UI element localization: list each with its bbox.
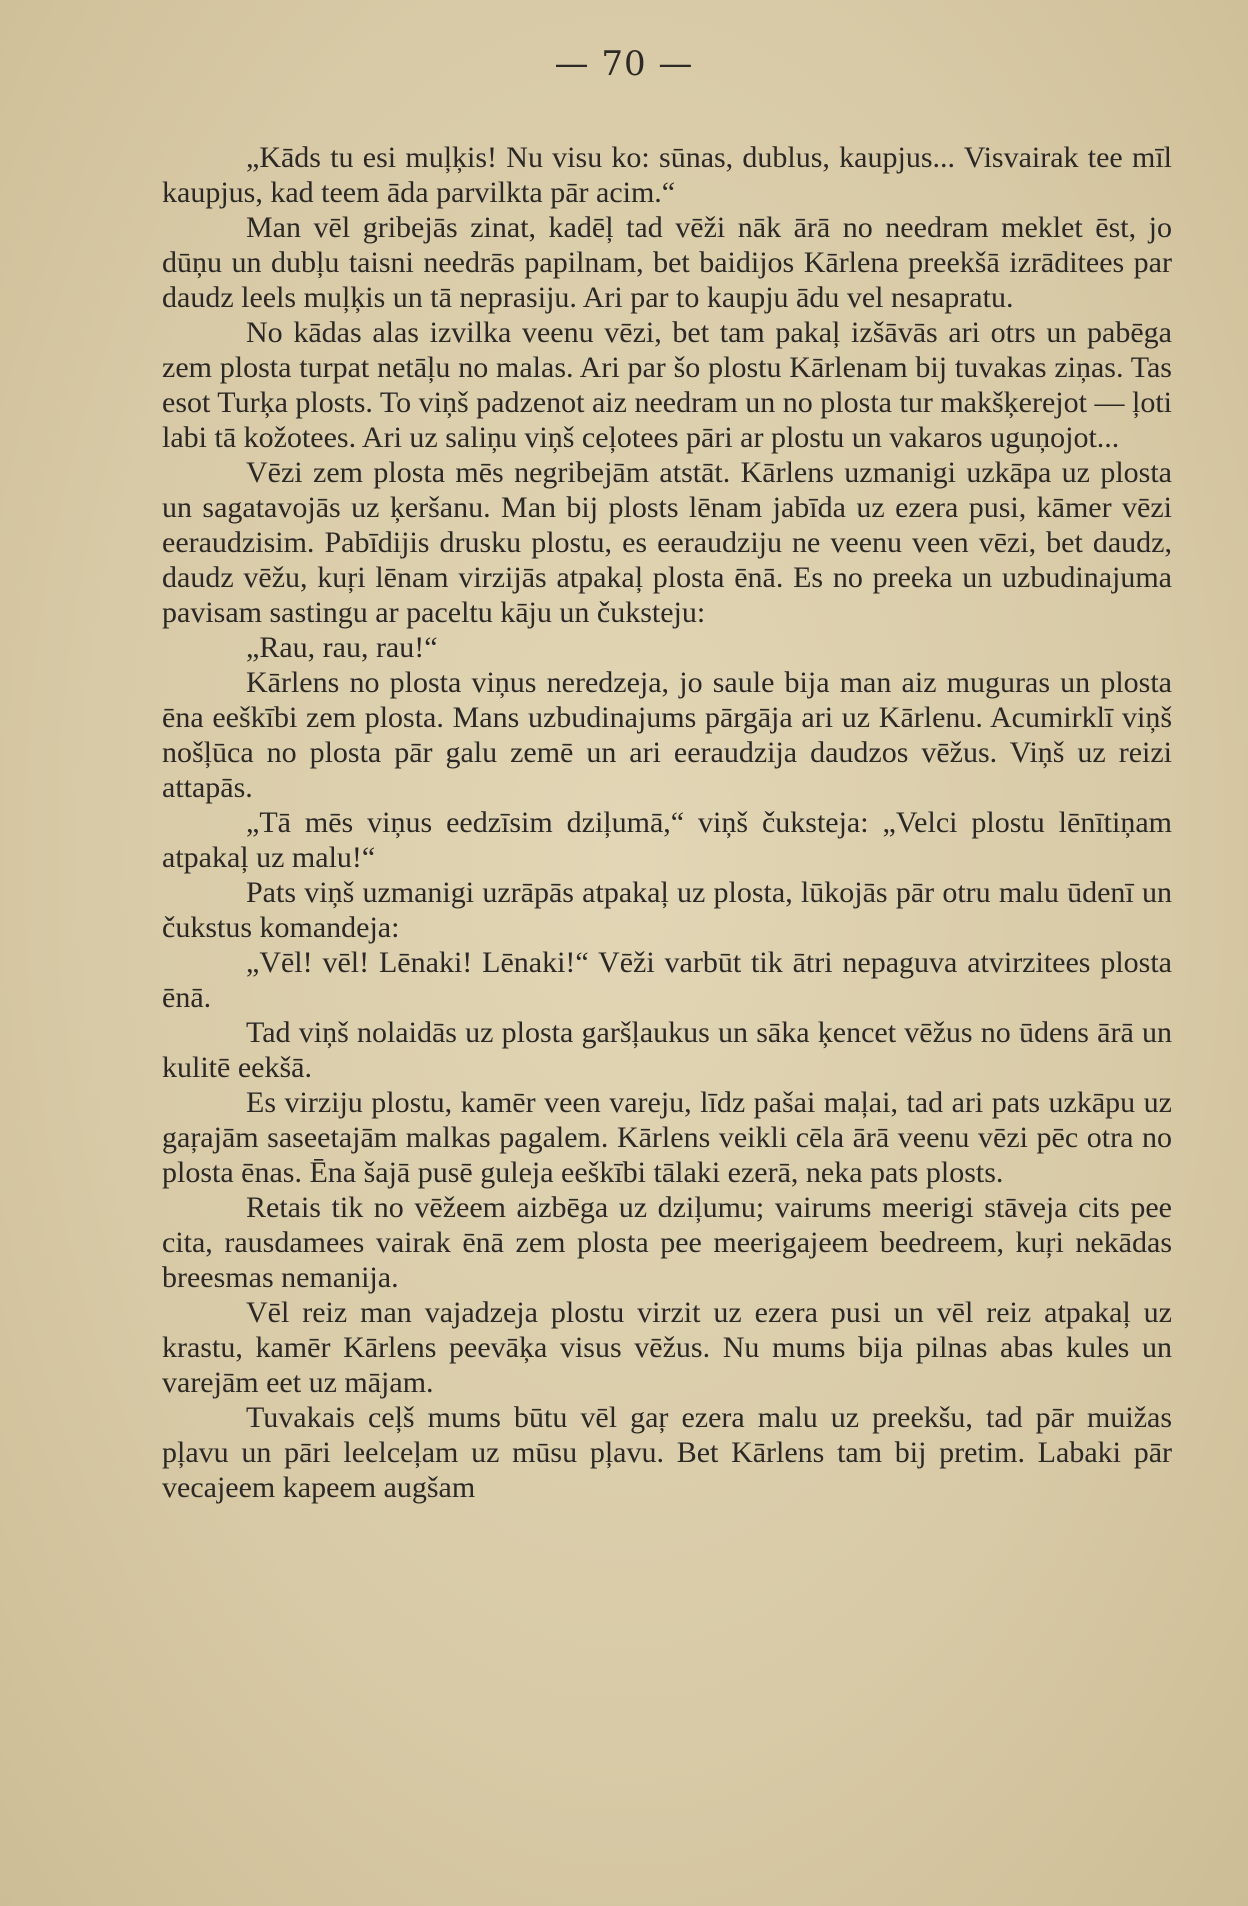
paragraph: Retais tik no vēžeem aizbēga uz dziļumu; vairums meerigi stāveja cits pee cita, rausdamees vairak ēnā zem plosta pee meerigajeem beedreem, kuŗi nekādas breesmas nemanija.: [162, 1191, 1172, 1294]
paragraph: No kādas alas izvilka veenu vēzi, bet tam pakaļ izšāvās ari otrs un pabēga zem plosta turpat netāļu no malas. Ari par šo plostu Kārlenam bij tuvakas ziņas. Tas esot Turķa plosts. To viņš padzenot aiz needram un no plosta tur makšķerejot — ļoti labi tā kožotees. Ari uz saliņu viņš ceļotees pāri ar plostu un vakaros uguņojot...: [162, 316, 1172, 454]
paragraph: Pats viņš uzmanigi uzrāpās atpakaļ uz plosta, lūkojās pār otru malu ūdenī un čukstus komandeja:: [162, 876, 1172, 944]
paragraph: „Vēl! vēl! Lēnaki! Lēnaki!“ Vēži varbūt tik ātri nepaguva atvirzitees plosta ēnā.: [162, 946, 1172, 1014]
page-number: — 70 —: [554, 44, 694, 84]
paragraph: Es virziju plostu, kamēr veen vareju, līdz pašai maļai, tad ari pats uzkāpu uz gaŗajām saseetajām malkas pagalem. Kārlens veikli cēla ārā veenu vēzi pēc otra no plosta ēnas. Ēna šajā pusē guleja eeškībi tālaki ezerā, neka pats plosts.: [162, 1086, 1172, 1189]
paragraph: „Kāds tu esi muļķis! Nu visu ko: sūnas, dublus, kaupjus... Visvairak tee mīl kaupjus, kad teem āda parvilkta pār acim.“: [162, 141, 1172, 209]
paragraph: Vēl reiz man vajadzeja plostu virzit uz ezera pusi un vēl reiz atpakaļ uz krastu, kamēr Kārlens peevāķa visus vēžus. Nu mums bija pilnas abas kules un varejām eet uz mājam.: [162, 1296, 1172, 1399]
paragraph: Tuvakais ceļš mums būtu vēl gaŗ ezera malu uz preekšu, tad pār muižas pļavu un pāri leelceļam uz mūsu pļavu. Bet Kārlens tam bij pretim. Labaki pār vecajeem kapeem augšam: [162, 1401, 1172, 1504]
body-text: [162, 140, 1172, 1505]
paragraph: Kārlens no plosta viņus neredzeja, jo saule bija man aiz muguras un plosta ēna eeškībi zem plosta. Mans uzbudinajums pārgāja ari uz Kārlenu. Acumirklī viņš nošļūca no plosta pār galu zemē un ari eeraudzija daudzos vēžus. Viņš uz reizi attapās.: [162, 666, 1172, 804]
paragraph: Vēzi zem plosta mēs negribejām atstāt. Kārlens uzmanigi uzkāpa uz plosta un sagatavojās uz ķeršanu. Man bij plosts lēnam jabīda uz ezera pusi, kāmer vēzi eeraudzisim. Pabīdijis drusku plostu, es eeraudziju ne veenu veen vēzi, bet daudz, daudz vēžu, kuŗi lēnam virzijās atpakaļ plosta ēnā. Es no preeka un uzbudinajuma pavisam sastingu ar paceltu kāju un čuksteju:: [162, 456, 1172, 629]
paragraph: „Tā mēs viņus eedzīsim dziļumā,“ viņš čuksteja: „Velci plostu lēnītiņam atpakaļ uz malu!“: [162, 806, 1172, 874]
paragraph: „Rau, rau, rau!“: [246, 631, 438, 664]
paragraph: Man vēl gribejās zinat, kadēļ tad vēži nāk ārā no needram meklet ēst, jo dūņu un dubļu taisni needrās papilnam, bet baidijos Kārlena preekšā izrāditees par daudz leels muļķis un tā neprasiju. Ari par to kaupju ādu vel nesapratu.: [162, 211, 1172, 314]
paragraph: Tad viņš nolaidās uz plosta garšļaukus un sāka ķencet vēžus no ūdens ārā un kulitē eekšā.: [162, 1016, 1172, 1084]
